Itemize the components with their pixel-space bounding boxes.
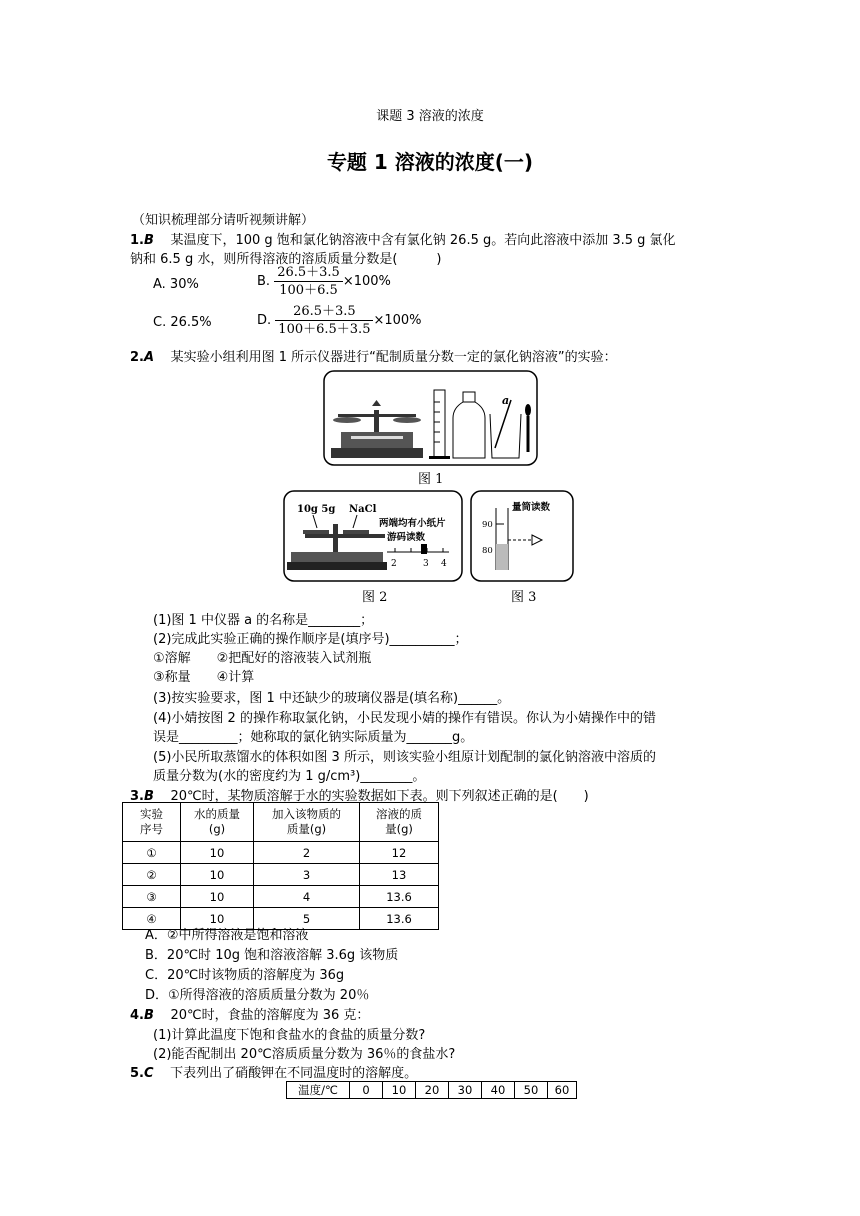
table-header-cell: 水的质量 (g) — [181, 803, 254, 842]
figure-1-apparatus — [323, 370, 538, 466]
q1-line1: 某温度下，100 g 饱和氯化钠溶液中含有氯化钠 26.5 g。若向此溶液中添加 3.5 g 氯化 — [170, 233, 676, 248]
page-title: 专题 1 溶液的浓度(一) — [326, 150, 534, 174]
table-cell: ② — [123, 864, 181, 886]
q2-sub2-options-a: ①溶解 ②把配好的溶液装入试剂瓶 — [153, 651, 372, 666]
q4-text: 20℃时，食盐的溶解度为 36 克： — [170, 1008, 370, 1023]
q2-sub5-line2: 质量分数为(水的密度约为 1 g/cm³)________。 — [153, 769, 426, 784]
q5-number: 5. — [130, 1066, 144, 1081]
q3-option-c: C．20℃时该物质的溶解度为 36g — [145, 968, 345, 983]
table-cell: 10 — [181, 842, 254, 864]
q3-data-table — [122, 802, 439, 930]
figure-2-note-rider: 游码读数 — [387, 532, 426, 543]
table-cell: 10 — [181, 908, 254, 930]
q4-stem — [130, 1004, 369, 1023]
q5-difficulty-badge: C — [143, 1066, 154, 1081]
q1-difficulty-badge: B — [143, 233, 154, 248]
q5-solubility-table — [286, 1081, 577, 1099]
q1-option-d-tail: ×100% — [373, 313, 422, 328]
table-header-cell: 溶液的质 量(g) — [360, 803, 439, 842]
table-cell: 13.6 — [360, 908, 439, 930]
q1-option-d-fraction — [275, 303, 373, 338]
q2-sub4-line1: (4)小婧按图 2 的操作称取氯化钠，小民发现小婧的操作有错误。你认为小婧操作中的错 — [153, 711, 656, 726]
figure-2-note-paper: 两端均有小纸片 — [379, 518, 446, 529]
table-cell: 10 — [181, 886, 254, 908]
scale-tick-4: 4 — [441, 559, 447, 569]
figure-2-nacl-label: NaCl — [349, 504, 377, 515]
q2-sub5-line1: (5)小民所取蒸馏水的体积如图 3 所示，则该实验小组原计划配制的氯化钠溶液中溶质的 — [153, 750, 656, 765]
figure-1-label-a: a — [502, 394, 510, 407]
table-cell: 50 — [515, 1082, 548, 1099]
table-header-row — [123, 803, 439, 842]
scale-tick-3: 3 — [423, 559, 429, 569]
q1-option-b-tail: ×100% — [342, 274, 391, 289]
table-cell: 13.6 — [360, 886, 439, 908]
table-cell: 2 — [254, 842, 360, 864]
q1-option-b-label: B. — [257, 274, 271, 289]
q1-number: 1. — [130, 233, 144, 248]
table-row — [123, 842, 439, 864]
q1-option-c: C. 26.5% — [153, 315, 212, 330]
q4-sub2: (2)能否配制出 20℃溶质质量分数为 36％的食盐水? — [153, 1047, 456, 1062]
q1-option-d — [257, 303, 422, 338]
figure-1-caption: 图 1 — [418, 472, 444, 487]
table-cell: 10 — [383, 1082, 416, 1099]
table-cell: 30 — [449, 1082, 482, 1099]
figure-2-weights-label: 10g 5g — [297, 504, 336, 515]
table-cell: 13 — [360, 864, 439, 886]
table-cell: 0 — [350, 1082, 383, 1099]
q3-difficulty-badge: B — [143, 789, 154, 804]
figure-2-weighing — [283, 490, 463, 582]
table-cell: 60 — [548, 1082, 577, 1099]
q3-option-d: D．①所得溶液的溶质质量分数为 20％ — [145, 988, 370, 1003]
q2-sub1: (1)图 1 中仪器 a 的名称是________； — [153, 613, 374, 628]
intro-note: （知识梳理部分请听视频讲解） — [132, 213, 315, 228]
table-cell: 12 — [360, 842, 439, 864]
table-cell: 20 — [416, 1082, 449, 1099]
table-row — [287, 1082, 577, 1099]
figure-3-caption: 图 3 — [511, 590, 537, 605]
q3-option-a: A．②中所得溶液是饱和溶液 — [145, 928, 309, 943]
scale-tick-2: 2 — [391, 559, 397, 569]
q2-text: 某实验小组利用图 1 所示仪器进行“配制质量分数一定的氯化钠溶液”的实验： — [170, 350, 617, 365]
q4-number: 4. — [130, 1008, 144, 1023]
q2-sub2: (2)完成此实验正确的操作顺序是(填序号)__________； — [153, 632, 468, 647]
figure-3-label: 量筒读数 — [512, 502, 551, 513]
figure-3-tick-90: 90 — [482, 520, 493, 530]
q1-stem — [130, 229, 676, 248]
table-cell: 10 — [181, 864, 254, 886]
figure-2-caption: 图 2 — [362, 590, 388, 605]
q2-stem — [130, 346, 617, 365]
table-row — [123, 886, 439, 908]
table-cell: 3 — [254, 864, 360, 886]
figure-3-tick-80: 80 — [482, 546, 493, 556]
table-cell: ① — [123, 842, 181, 864]
q1-option-a: A. 30% — [153, 277, 199, 292]
figure-3-cylinder-reading — [470, 490, 574, 582]
table-header-cell: 加入该物质的 质量(g) — [254, 803, 360, 842]
q1-option-d-denominator: 100＋6.5＋3.5 — [278, 322, 371, 337]
table-cell: 40 — [482, 1082, 515, 1099]
table-cell: 5 — [254, 908, 360, 930]
q5-text: 下表列出了硝酸钾在不同温度时的溶解度。 — [170, 1066, 418, 1081]
q1-option-b-fraction — [274, 264, 343, 299]
q1-option-d-numerator: 26.5＋3.5 — [275, 303, 373, 321]
q4-difficulty-badge: B — [143, 1008, 154, 1023]
q2-sub2-options-b: ③称量 ④计算 — [153, 670, 255, 685]
q2-number: 2. — [130, 350, 144, 365]
page-header: 课题 3 溶液的浓度 — [376, 109, 484, 124]
q2-sub3: (3)按实验要求，图 1 中还缺少的玻璃仪器是(填名称)______。 — [153, 691, 511, 706]
q2-difficulty-badge: A — [143, 350, 155, 365]
table-row — [123, 864, 439, 886]
q1-option-b — [257, 264, 391, 299]
q1-option-d-label: D. — [257, 313, 272, 328]
table-header-cell: 温度/℃ — [287, 1082, 350, 1099]
q1-option-b-denominator: 100＋6.5 — [279, 283, 338, 298]
q3-number: 3. — [130, 789, 144, 804]
table-header-cell: 实验 序号 — [123, 803, 181, 842]
q2-sub4-line2: 误是_________；她称取的氯化钠实际质量为_______g。 — [153, 730, 474, 745]
q3-text: 20℃时，某物质溶解于水的实验数据如下表。则下列叙述正确的是( ) — [170, 789, 589, 804]
q1-option-b-numerator: 26.5＋3.5 — [274, 264, 343, 282]
q4-sub1: (1)计算此温度下饱和食盐水的食盐的质量分数? — [153, 1028, 426, 1043]
q5-stem — [130, 1062, 417, 1081]
q1-line2: 钠和 6.5 g 水，则所得溶液的溶质质量分数是( ) — [130, 252, 442, 267]
table-cell: ③ — [123, 886, 181, 908]
q3-option-b: B．20℃时 10g 饱和溶液溶解 3.6g 该物质 — [145, 948, 399, 963]
table-cell: 4 — [254, 886, 360, 908]
table-cell: ④ — [123, 908, 181, 930]
